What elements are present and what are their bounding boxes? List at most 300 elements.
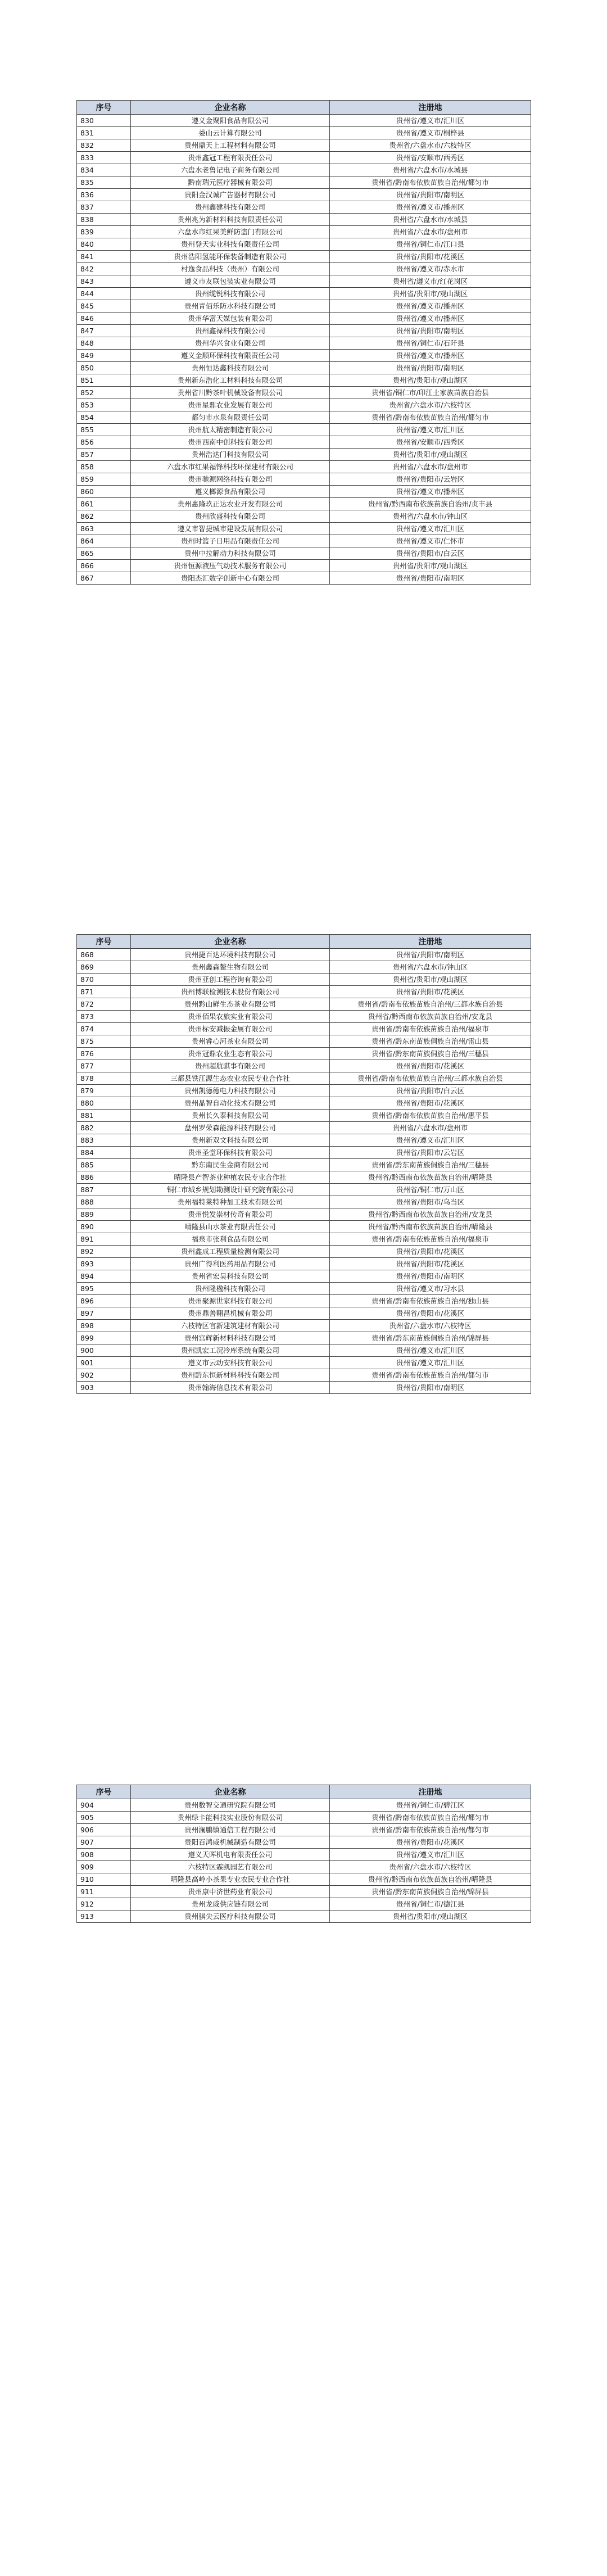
row-number: 854	[77, 411, 131, 424]
table-row	[77, 263, 531, 275]
company-name: 贵州时篮子日用品有限责任公司	[131, 535, 330, 547]
table-row	[77, 214, 531, 226]
company-name: 贵州航太精密制造有限公司	[131, 424, 330, 436]
company-name: 贵阳金汉诚广告器材有限公司	[131, 189, 330, 201]
registered-address: 贵州省/黔南布依族苗族自治州/都匀市	[330, 411, 531, 424]
company-name: 贵阳杰汇数字创新中心有限公司	[131, 572, 330, 585]
table-row	[77, 1886, 531, 1898]
registered-address: 贵州省/遵义市/汇川区	[330, 1357, 531, 1369]
table-row	[77, 961, 531, 974]
table-row	[77, 1824, 531, 1836]
row-number: 911	[77, 1886, 131, 1898]
company-name: 贵州鑫禄科技有限公司	[131, 325, 330, 337]
company-name: 贵州新东浩化工材料科技有限公司	[131, 374, 330, 387]
registered-address: 贵州省/黔南布依族苗族自治州/都匀市	[330, 1369, 531, 1382]
registered-address: 贵州省/六盘水市/盘州市	[330, 1122, 531, 1134]
row-number: 831	[77, 127, 131, 139]
registered-address: 贵州省/贵阳市/花溪区	[330, 1307, 531, 1320]
company-name: 贵州数智交通研究院有限公司	[131, 1799, 330, 1812]
row-number: 880	[77, 1097, 131, 1110]
registered-address: 贵州省/六盘水市/水城县	[330, 214, 531, 226]
registered-address: 贵州省/贵阳市/南明区	[330, 189, 531, 201]
table-row	[77, 1011, 531, 1023]
registered-address: 贵州省/贵阳市/云岩区	[330, 1147, 531, 1159]
table-row	[77, 1097, 531, 1110]
table-row	[77, 547, 531, 560]
company-name: 贵州鑫森鳌生物有限公司	[131, 961, 330, 974]
row-number: 870	[77, 974, 131, 986]
header-no: 序号	[77, 935, 131, 949]
registered-address: 贵州省/六盘水市/盘州市	[330, 461, 531, 473]
company-name: 都匀市水泉有限责任公司	[131, 411, 330, 424]
company-name: 贵州惠隆玖正达农业开发有限公司	[131, 498, 330, 510]
company-name: 六枝特区霖凯园艺有限公司	[131, 1861, 330, 1873]
table-row	[77, 275, 531, 288]
registered-address: 贵州省/贵阳市/花溪区	[330, 1836, 531, 1849]
row-number: 893	[77, 1258, 131, 1270]
table-row	[77, 1147, 531, 1159]
registered-address: 贵州省/遵义市/汇川区	[330, 1134, 531, 1147]
row-number: 885	[77, 1159, 131, 1171]
registered-address: 贵州省/铜仁市/万山区	[330, 1184, 531, 1196]
company-name: 贵州澜鹏镇通信工程有限公司	[131, 1824, 330, 1836]
row-number: 856	[77, 436, 131, 449]
row-number: 890	[77, 1221, 131, 1233]
row-number: 845	[77, 300, 131, 313]
table-body	[77, 1799, 531, 1923]
header-name: 企业名称	[131, 101, 330, 115]
row-number: 868	[77, 949, 131, 961]
company-name: 贵州黔东恒新材料科技有限公司	[131, 1369, 330, 1382]
table-row	[77, 1072, 531, 1085]
registered-address: 贵州省/黔东南苗族侗族自治州/三穗县	[330, 1048, 531, 1060]
row-number: 844	[77, 288, 131, 300]
registered-address: 贵州省/贵阳市/南明区	[330, 362, 531, 374]
company-name: 贵州中拉解动力科技有限公司	[131, 547, 330, 560]
registered-address: 贵州省/贵阳市/南明区	[330, 1270, 531, 1283]
registered-address: 贵州省/黔南布依族苗族自治州/惠平县	[330, 1110, 531, 1122]
row-number: 839	[77, 226, 131, 238]
registered-address: 贵州省/六盘水市/盘州市	[330, 226, 531, 238]
row-number: 849	[77, 350, 131, 362]
row-number: 900	[77, 1344, 131, 1357]
row-number: 853	[77, 399, 131, 411]
registered-address: 贵州省/六盘水市/六枝特区	[330, 1861, 531, 1873]
registered-address: 贵州省/六盘水市/水城县	[330, 164, 531, 176]
row-number: 897	[77, 1307, 131, 1320]
table-row	[77, 1048, 531, 1060]
table-row	[77, 449, 531, 461]
row-number: 909	[77, 1861, 131, 1873]
company-name: 晴隆县山水茶业有限责任公司	[131, 1221, 330, 1233]
company-name: 盘州罗荣森能源科技有限公司	[131, 1122, 330, 1134]
registered-address: 贵州省/黔西南布依族苗族自治州/安龙县	[330, 1011, 531, 1023]
company-name: 铜仁市城乡规划勘测设计研究院有限公司	[131, 1184, 330, 1196]
company-name: 贵州兆为新材料科技有限责任公司	[131, 214, 330, 226]
row-number: 847	[77, 325, 131, 337]
registered-address: 贵州省/贵阳市/花溪区	[330, 1060, 531, 1072]
row-number: 907	[77, 1836, 131, 1849]
registered-address: 贵州省/贵阳市/观山湖区	[330, 974, 531, 986]
company-name: 晴隆县产智茶业种植农民专业合作社	[131, 1171, 330, 1184]
row-number: 887	[77, 1184, 131, 1196]
registered-address: 贵州省/贵阳市/南明区	[330, 572, 531, 585]
company-name: 贵州凯宏工况冷库系统有限公司	[131, 1344, 330, 1357]
company-name: 遵义榔源食品有限公司	[131, 486, 330, 498]
registered-address: 贵州省/贵阳市/南明区	[330, 1382, 531, 1394]
table-row	[77, 1861, 531, 1873]
registered-address: 贵州省/贵阳市/白云区	[330, 1085, 531, 1097]
row-number: 895	[77, 1283, 131, 1295]
table-row	[77, 313, 531, 325]
row-number: 838	[77, 214, 131, 226]
registered-address: 贵州省/贵阳市/花溪区	[330, 1097, 531, 1110]
row-number: 891	[77, 1233, 131, 1246]
row-number: 894	[77, 1270, 131, 1283]
table-row	[77, 288, 531, 300]
table-row	[77, 1060, 531, 1072]
registered-address: 贵州省/贵阳市/花溪区	[330, 251, 531, 263]
table-row	[77, 1023, 531, 1035]
table-row	[77, 374, 531, 387]
row-number: 852	[77, 387, 131, 399]
table-row	[77, 127, 531, 139]
company-name: 贵州新双文科技有限公司	[131, 1134, 330, 1147]
table-row	[77, 1382, 531, 1394]
registered-address: 贵州省/六盘水市/钟山区	[330, 510, 531, 523]
registered-address: 贵州省/贵阳市/观山湖区	[330, 288, 531, 300]
registered-address: 贵州省/遵义市/播州区	[330, 201, 531, 214]
registered-address: 贵州省/遵义市/汇川区	[330, 424, 531, 436]
table-row	[77, 1159, 531, 1171]
row-number: 899	[77, 1332, 131, 1344]
company-table-2	[76, 934, 531, 1394]
registered-address: 贵州省/遵义市/播州区	[330, 350, 531, 362]
registered-address: 贵州省/贵阳市/花溪区	[330, 1258, 531, 1270]
registered-address: 贵州省/黔西南布依族苗族自治州/贞丰县	[330, 498, 531, 510]
company-name: 遵义金顺环保科技有限责任公司	[131, 350, 330, 362]
company-name: 贵州博联检测技术股份有限公司	[131, 986, 330, 998]
company-name: 贵州浩达门科技有限公司	[131, 449, 330, 461]
company-name: 贵州龙威供应链有限公司	[131, 1898, 330, 1911]
table-row	[77, 1184, 531, 1196]
company-name: 贵州捷百达环境科技有限公司	[131, 949, 330, 961]
table-header	[77, 935, 531, 949]
registered-address: 贵州省/贵阳市/观山湖区	[330, 560, 531, 572]
row-number: 888	[77, 1196, 131, 1208]
company-name: 三都县铁江源生态农业农民专业合作社	[131, 1072, 330, 1085]
row-number: 889	[77, 1208, 131, 1221]
table-row	[77, 1171, 531, 1184]
table-row	[77, 1283, 531, 1295]
row-number: 908	[77, 1849, 131, 1861]
registered-address: 贵州省/遵义市/仁怀市	[330, 535, 531, 547]
table-row	[77, 986, 531, 998]
registered-address: 贵州省/六盘水市/六枝特区	[330, 139, 531, 152]
company-name: 贵州圣堂环保科技有限公司	[131, 1147, 330, 1159]
row-number: 841	[77, 251, 131, 263]
row-number: 832	[77, 139, 131, 152]
registered-address: 贵州省/铜仁市/印江土家族苗族自治县	[330, 387, 531, 399]
table-row	[77, 1085, 531, 1097]
row-number: 874	[77, 1023, 131, 1035]
company-name: 贵州青佰乐防水科技有限公司	[131, 300, 330, 313]
table-row	[77, 1812, 531, 1824]
row-number: 872	[77, 998, 131, 1011]
company-name: 遵义天晖机电有限责任公司	[131, 1849, 330, 1861]
table-row	[77, 337, 531, 350]
company-name: 贵州聚源世家科技有限公司	[131, 1295, 330, 1307]
company-name: 贵州宫辉新材料科技有限公司	[131, 1332, 330, 1344]
company-name: 贵州驰源网络科技有限公司	[131, 473, 330, 486]
company-name: 贵州浩阳氢能环保装备制造有限公司	[131, 251, 330, 263]
registered-address: 贵州省/黔西南布依族苗族自治州/晴隆县	[330, 1873, 531, 1886]
table-row	[77, 1233, 531, 1246]
company-name: 村逸食品科技（贵州）有限公司	[131, 263, 330, 275]
row-number: 877	[77, 1060, 131, 1072]
registered-address: 贵州省/遵义市/红花岗区	[330, 275, 531, 288]
row-number: 862	[77, 510, 131, 523]
company-table-1	[76, 100, 531, 585]
table-row	[77, 115, 531, 127]
table-row	[77, 238, 531, 251]
registered-address: 贵州省/铜仁市/碧江区	[330, 1799, 531, 1812]
company-name: 贵州广得利医药用品有限公司	[131, 1258, 330, 1270]
table-row	[77, 1110, 531, 1122]
row-number: 873	[77, 1011, 131, 1023]
row-number: 902	[77, 1369, 131, 1382]
company-name: 遵义市智捷城市建设发展有限公司	[131, 523, 330, 535]
table-row	[77, 1208, 531, 1221]
company-name: 贵州鑫成工程质量检测有限公司	[131, 1246, 330, 1258]
row-number: 884	[77, 1147, 131, 1159]
table-row	[77, 949, 531, 961]
table-row	[77, 1246, 531, 1258]
header-name: 企业名称	[131, 935, 330, 949]
company-name: 遵义市友联包装实业有限公司	[131, 275, 330, 288]
company-name: 贵州鑫建科技有限公司	[131, 201, 330, 214]
registered-address: 贵州省/遵义市/汇川区	[330, 1849, 531, 1861]
registered-address: 贵州省/黔西南布依族苗族自治州/安龙县	[330, 1208, 531, 1221]
row-number: 863	[77, 523, 131, 535]
row-number: 833	[77, 152, 131, 164]
company-name: 贵州凯德德电力科技有限公司	[131, 1085, 330, 1097]
registered-address: 贵州省/遵义市/播州区	[330, 313, 531, 325]
table-row	[77, 535, 531, 547]
row-number: 830	[77, 115, 131, 127]
company-name: 贵州恒达鑫科技有限公司	[131, 362, 330, 374]
registered-address: 贵州省/贵阳市/观山湖区	[330, 1911, 531, 1923]
table-row	[77, 350, 531, 362]
row-number: 858	[77, 461, 131, 473]
table-row	[77, 1270, 531, 1283]
row-number: 867	[77, 572, 131, 585]
table-row	[77, 498, 531, 510]
company-name: 贵州西南中创科技有限公司	[131, 436, 330, 449]
company-table-3	[76, 1785, 531, 1923]
row-number: 842	[77, 263, 131, 275]
registered-address: 贵州省/六盘水市/六枝特区	[330, 1320, 531, 1332]
company-name: 贵州隆楹科技有限公司	[131, 1283, 330, 1295]
table-row	[77, 424, 531, 436]
table-row	[77, 176, 531, 189]
header-addr: 注册地	[330, 935, 531, 949]
table-row	[77, 1258, 531, 1270]
row-number: 886	[77, 1171, 131, 1184]
company-name: 贵州晶智自动化技术有限公司	[131, 1097, 330, 1110]
row-number: 837	[77, 201, 131, 214]
row-number: 906	[77, 1824, 131, 1836]
row-number: 903	[77, 1382, 131, 1394]
company-name: 贵州省川黔茶叶机械设备有限公司	[131, 387, 330, 399]
row-number: 855	[77, 424, 131, 436]
company-name: 六盘水市红果福锋科技环保建材有限公司	[131, 461, 330, 473]
header-name: 企业名称	[131, 1785, 330, 1799]
table-row	[77, 387, 531, 399]
table-row	[77, 1122, 531, 1134]
company-name: 遵义市云动安科技有限公司	[131, 1357, 330, 1369]
company-name: 贵州悦发崇材传奇有限公司	[131, 1208, 330, 1221]
row-number: 846	[77, 313, 131, 325]
table-row	[77, 1295, 531, 1307]
row-number: 896	[77, 1295, 131, 1307]
company-name: 贵州欣盛科技有限公司	[131, 510, 330, 523]
company-name: 黔南瑞元医疗器械有限公司	[131, 176, 330, 189]
table-row	[77, 436, 531, 449]
company-name: 娄山云计算有限公司	[131, 127, 330, 139]
row-number: 835	[77, 176, 131, 189]
row-number: 898	[77, 1320, 131, 1332]
row-number: 834	[77, 164, 131, 176]
registered-address: 贵州省/黔西南布依族苗族自治州/晴隆县	[330, 1171, 531, 1184]
company-name: 遵义金聚阳食品有限公司	[131, 115, 330, 127]
row-number: 878	[77, 1072, 131, 1085]
header-no: 序号	[77, 101, 131, 115]
registered-address: 贵州省/遵义市/汇川区	[330, 115, 531, 127]
registered-address: 贵州省/贵阳市/花溪区	[330, 986, 531, 998]
table-header	[77, 101, 531, 115]
registered-address: 贵州省/黔南布依族苗族自治州/福泉市	[330, 1233, 531, 1246]
registered-address: 贵州省/安顺市/西秀区	[330, 152, 531, 164]
registered-address: 贵州省/黔西南布依族苗族自治州/晴隆县	[330, 1221, 531, 1233]
company-name: 晴隆县高岭小茶果专业农民专业合作社	[131, 1873, 330, 1886]
row-number: 864	[77, 535, 131, 547]
header-no: 序号	[77, 1785, 131, 1799]
table-row	[77, 486, 531, 498]
table-row	[77, 974, 531, 986]
company-name: 贵州康中济世药业有限公司	[131, 1886, 330, 1898]
table-row	[77, 189, 531, 201]
table-row	[77, 399, 531, 411]
registered-address: 贵州省/贵阳市/南明区	[330, 949, 531, 961]
company-name: 贵州翰海信息技术有限公司	[131, 1382, 330, 1394]
table-header	[77, 1785, 531, 1799]
table-row	[77, 461, 531, 473]
row-number: 879	[77, 1085, 131, 1097]
company-name: 贵州超航骐事有限公司	[131, 1060, 330, 1072]
registered-address: 贵州省/贵阳市/花溪区	[330, 1246, 531, 1258]
registered-address: 贵州省/遵义市/桐梓县	[330, 127, 531, 139]
company-name: 贵州华兴食业有限公司	[131, 337, 330, 350]
row-number: 892	[77, 1246, 131, 1258]
table-row	[77, 251, 531, 263]
company-name: 贵州骐尖云医疗科技有限公司	[131, 1911, 330, 1923]
table-row	[77, 1320, 531, 1332]
row-number: 881	[77, 1110, 131, 1122]
registered-address: 贵州省/黔南布依族苗族自治州/独山县	[330, 1295, 531, 1307]
table-row	[77, 1332, 531, 1344]
company-name: 六盘水老鲁记电子商务有限公司	[131, 164, 330, 176]
row-number: 851	[77, 374, 131, 387]
registered-address: 贵州省/遵义市/赤水市	[330, 263, 531, 275]
row-number: 910	[77, 1873, 131, 1886]
registered-address: 贵州省/黔东南苗族侗族自治州/雷山县	[330, 1035, 531, 1048]
row-number: 871	[77, 986, 131, 998]
company-name: 贵州星鼎农业发展有限公司	[131, 399, 330, 411]
row-number: 901	[77, 1357, 131, 1369]
registered-address: 贵州省/贵阳市/乌当区	[330, 1196, 531, 1208]
company-name: 六盘水市红果美鲜防盗门有限公司	[131, 226, 330, 238]
registered-address: 贵州省/贵阳市/云岩区	[330, 473, 531, 486]
table-row	[77, 1357, 531, 1369]
table-row	[77, 226, 531, 238]
table-row	[77, 523, 531, 535]
registered-address: 贵州省/黔南布依族苗族自治州/都匀市	[330, 176, 531, 189]
row-number: 861	[77, 498, 131, 510]
table-row	[77, 1898, 531, 1911]
registered-address: 贵州省/黔南布依族苗族自治州/三都水族自治县	[330, 1072, 531, 1085]
company-name: 福泉市张利食品有限公司	[131, 1233, 330, 1246]
company-name: 黔东南民生金商有限公司	[131, 1159, 330, 1171]
table-row	[77, 1221, 531, 1233]
table-row	[77, 1849, 531, 1861]
row-number: 875	[77, 1035, 131, 1048]
table-row	[77, 152, 531, 164]
registered-address: 贵州省/贵阳市/南明区	[330, 325, 531, 337]
company-name: 贵州佰果农旅实业有限公司	[131, 1011, 330, 1023]
table-row	[77, 510, 531, 523]
company-name: 贵州绿卡能科技实业股份有限公司	[131, 1812, 330, 1824]
company-name: 贵州标安减振金属有限公司	[131, 1023, 330, 1035]
table-row	[77, 1836, 531, 1849]
registered-address: 贵州省/六盘水市/钟山区	[330, 961, 531, 974]
table-body	[77, 949, 531, 1394]
row-number: 869	[77, 961, 131, 974]
table-row	[77, 1873, 531, 1886]
company-name: 贵阳百鸿威机械制造有限公司	[131, 1836, 330, 1849]
registered-address: 贵州省/遵义市/习水县	[330, 1283, 531, 1295]
company-name: 贵州华富天媒包装有限公司	[131, 313, 330, 325]
company-name: 贵州黔山鲜生态茶业有限公司	[131, 998, 330, 1011]
table-row	[77, 473, 531, 486]
registered-address: 贵州省/遵义市/汇川区	[330, 1344, 531, 1357]
company-name: 贵州鼎善翱昌机械有限公司	[131, 1307, 330, 1320]
table-row	[77, 411, 531, 424]
table-row	[77, 1799, 531, 1812]
registered-address: 贵州省/遵义市/播州区	[330, 486, 531, 498]
company-name: 贵州鑫冠工程有限责任公司	[131, 152, 330, 164]
registered-address: 贵州省/铜仁市/德江县	[330, 1898, 531, 1911]
row-number: 850	[77, 362, 131, 374]
row-number: 859	[77, 473, 131, 486]
table-row	[77, 998, 531, 1011]
row-number: 912	[77, 1898, 131, 1911]
registered-address: 贵州省/贵阳市/观山湖区	[330, 374, 531, 387]
table-row	[77, 300, 531, 313]
company-name: 贵州鼎天上工程材料有限公司	[131, 139, 330, 152]
registered-address: 贵州省/安顺市/西秀区	[330, 436, 531, 449]
registered-address: 贵州省/黔东南苗族侗族自治州/锦屏县	[330, 1332, 531, 1344]
